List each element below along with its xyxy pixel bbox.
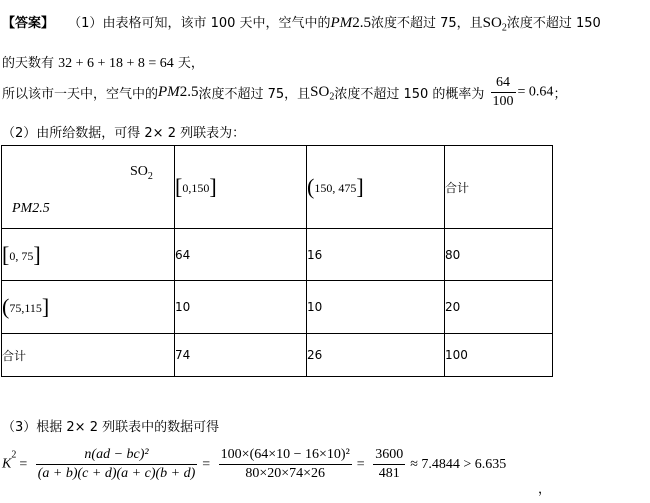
sum-expression: 32 + 6 + 18 + 8 = 64 bbox=[58, 56, 174, 71]
row-header-total: 合计 bbox=[2, 334, 175, 377]
table-cell: 100 bbox=[445, 334, 553, 377]
part2-intro: （2）由所给数据，可得 2× 2 列联表为： bbox=[2, 126, 246, 141]
part1-text-b: 浓度不超过 75，且 bbox=[370, 16, 483, 31]
table-row bbox=[2, 334, 553, 377]
table-corner-cell bbox=[2, 146, 175, 229]
k-symbol: K bbox=[2, 456, 12, 472]
col-header-total: 合计 bbox=[445, 146, 553, 229]
probability-fraction: $\frac{64}{100}$ bbox=[492, 75, 514, 109]
formula-fraction-result: $\frac{3600}{481}$ bbox=[375, 447, 404, 481]
table-header-row bbox=[2, 146, 553, 229]
part1-text-a: 由表格可知，该市 100 天中，空气中的 bbox=[102, 16, 331, 31]
formula-fraction-general: $\frac{\text{n(ad − bc)²}}{(a + b)(c + d)(a + c)(b + d)}$ bbox=[37, 447, 196, 481]
table-cell: 64 bbox=[175, 229, 307, 281]
part3-intro: （3）根据 2× 2 列联表中的数据可得 bbox=[2, 420, 220, 435]
part1-line2: 的天数有 32 + 6 + 18 + 8 = 64 天， bbox=[2, 56, 204, 71]
trailing-comma: ， bbox=[538, 482, 552, 497]
answer-tag: 【答案】 bbox=[2, 16, 55, 31]
table-row bbox=[2, 281, 553, 334]
row-header-0-75: [0, 75] bbox=[2, 229, 175, 281]
col-header-150-475: (150, 475] bbox=[307, 146, 445, 229]
part1-number: （1） bbox=[68, 16, 103, 31]
table-cell: 20 bbox=[445, 281, 553, 334]
pm-symbol: PM bbox=[330, 15, 353, 31]
chi-square-comparison: ≈ 7.4844 > 6.635 bbox=[410, 456, 507, 472]
so2-symbol: SO bbox=[482, 15, 502, 31]
table-cell: 26 bbox=[307, 334, 445, 377]
table-cell: 10 bbox=[175, 281, 307, 334]
table-row bbox=[2, 229, 553, 281]
table-cell: 10 bbox=[307, 281, 445, 334]
table-cell: 16 bbox=[307, 229, 445, 281]
corner-pm25: PM2.5 bbox=[12, 201, 50, 216]
part1-line1: 【答案】 （1）由表格可知，该市 100 天中，空气中的PM2.5浓度不超过 75，且$SO_2$浓度不超过 150 bbox=[2, 15, 601, 34]
table-cell: 80 bbox=[445, 229, 553, 281]
formula-fraction-values: $\frac{\text{100×(64×10 − 16×10)²}}{80\times 20\times 74\times 26}$ bbox=[220, 447, 350, 481]
contingency-table bbox=[1, 145, 553, 377]
row-header-75-115: (75,115] bbox=[2, 281, 175, 334]
corner-so2: $SO_2$ bbox=[130, 164, 153, 182]
part1-text-c: 浓度不超过 150 bbox=[506, 16, 601, 31]
part1-line3: 所以该市一天中，空气中的PM2.5浓度不超过 75，且$SO_2$浓度不超过 150 的概率为 $\frac{64}{100}$ = 0.64； bbox=[2, 75, 567, 109]
chi-square-formula: $K^2=$ $\frac{\text{n(ad − bc)²}}{(a + b)(c + d)(a + c)(b + d)}$ = $\frac{\text{100×(64×10 − 16×10)²}}{80\times 20\times 74\times 26}$ = $\frac{3600}{481}$ ≈ 7.4844 > 6.635 bbox=[2, 447, 507, 481]
table-cell: 74 bbox=[175, 334, 307, 377]
col-header-0-150: [0,150] bbox=[175, 146, 307, 229]
probability-result: = 0.64 bbox=[517, 84, 554, 100]
